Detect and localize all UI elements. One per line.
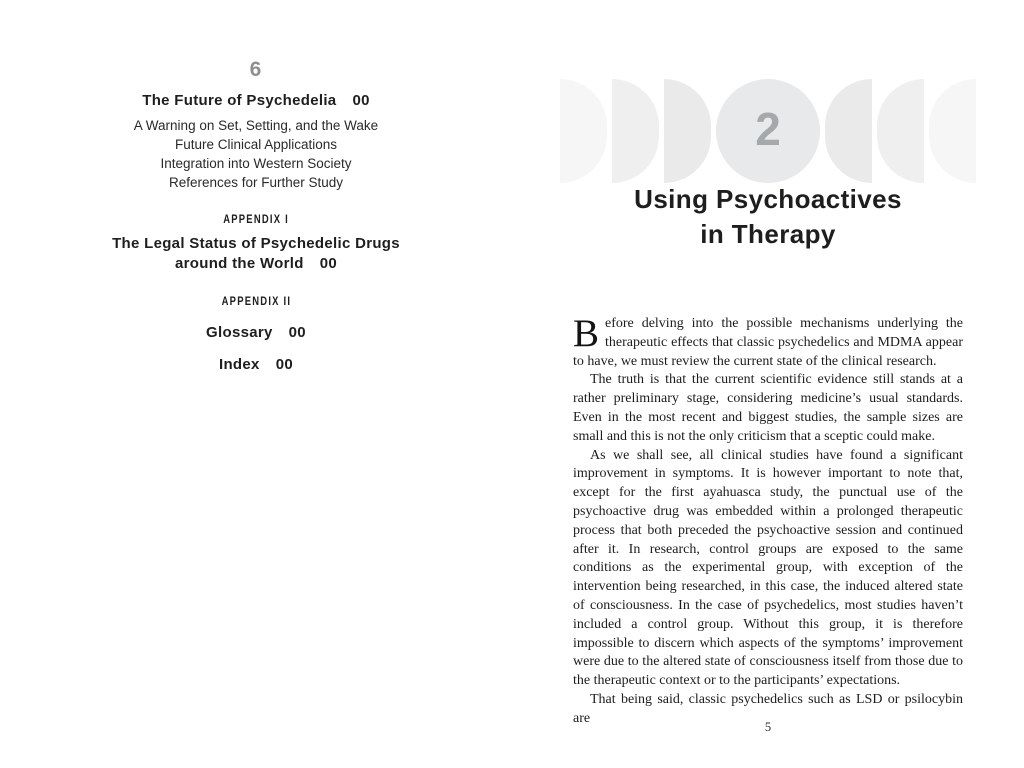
chapter-body-text — [573, 312, 963, 729]
drop-cap: B — [573, 312, 600, 355]
toc-appendix1-title-line1: The Legal Status of Psychedelic Drugs — [112, 235, 400, 252]
toc-entry-index: Index 00 — [219, 356, 293, 373]
toc-appendix1-title — [0, 234, 512, 274]
toc-appendix1-label: APPENDIX I — [223, 214, 289, 226]
paragraph-text: That being said, classic psychedelics such as LSD or psilocybin are — [573, 691, 963, 726]
toc-subentries — [0, 116, 512, 192]
toc-appendix1-page: 00 — [319, 255, 337, 272]
toc-chapter-number: 6 — [249, 58, 263, 81]
toc-entry-glossary: Glossary 00 — [206, 324, 306, 341]
paragraph-with-dropcap — [573, 312, 963, 371]
toc-appendix2-label: APPENDIX II — [221, 296, 291, 308]
toc-subentry: References for Further Study — [168, 175, 344, 190]
paragraph-text: efore delving into the possible mechanisms underlying the therapeutic effects that classic psychedelics and MDMA appear to have, we must review the current state of the clinical research. — [573, 316, 963, 369]
chapter-title-line2: in Therapy — [700, 219, 836, 249]
paragraph-text: The truth is that the current scientific evidence still stands at a rather preliminary stage, considering medicine’s usual standards. Even in the most recent and biggest studies, the sample sizes are small and this is not the only criticism that a sceptic could make. — [573, 372, 963, 444]
toc-glossary-page: 00 — [288, 324, 306, 341]
half-circle-left-icon — [825, 79, 872, 183]
chapter-title — [512, 182, 1024, 252]
left-page-toc — [0, 58, 512, 375]
toc-subentry: Integration into Western Society — [160, 156, 352, 171]
right-page-chapter — [512, 0, 1024, 768]
toc-subentry: A Warning on Set, Setting, and the Wake — [133, 118, 379, 133]
chapter-title-line1: Using Psychoactives — [634, 184, 902, 214]
half-circle-right-icon — [664, 79, 711, 183]
toc-entry-page: 00 — [352, 92, 370, 109]
toc-index-page: 00 — [275, 356, 293, 373]
moon-phases-decoration — [512, 78, 1024, 184]
half-circle-left-icon — [929, 79, 976, 183]
half-circle-left-icon — [877, 79, 924, 183]
page-number: 5 — [764, 720, 772, 734]
toc-entry-future-of-psychedelia — [0, 91, 512, 111]
paragraph-text: As we shall see, all clinical studies have found a significant improvement in symptoms. It is however important to note that, except for the first ayahuasca study, the punctual use of the psychoactive drug was embedded within a prolonged therapeutic process that both preceded the psychoactive session and continued after it. In research, control groups are exposed to the same conditions as the experimental group, with exception of the intervention being researched, in this case, the induced altered state of consciousness. In the case of psychedelics, most studies haven’t included a control group. Without this group, it is therefore impossible to discern which aspects of the symptoms’ improvement were due to the altered state of consciousness itself from those due to the therapeutic context or to the participants’ expectations. — [573, 447, 963, 689]
full-circle-icon — [716, 79, 820, 183]
toc-appendix1-title-line2: around the World 00 — [175, 255, 337, 272]
toc-subentry: Future Clinical Applications — [174, 137, 338, 152]
toc-entry-title: The Future of Psychedelia — [142, 92, 337, 109]
half-circle-right-icon — [612, 79, 659, 183]
half-circle-right-icon — [560, 79, 607, 183]
chapter-number: 2 — [755, 103, 781, 155]
